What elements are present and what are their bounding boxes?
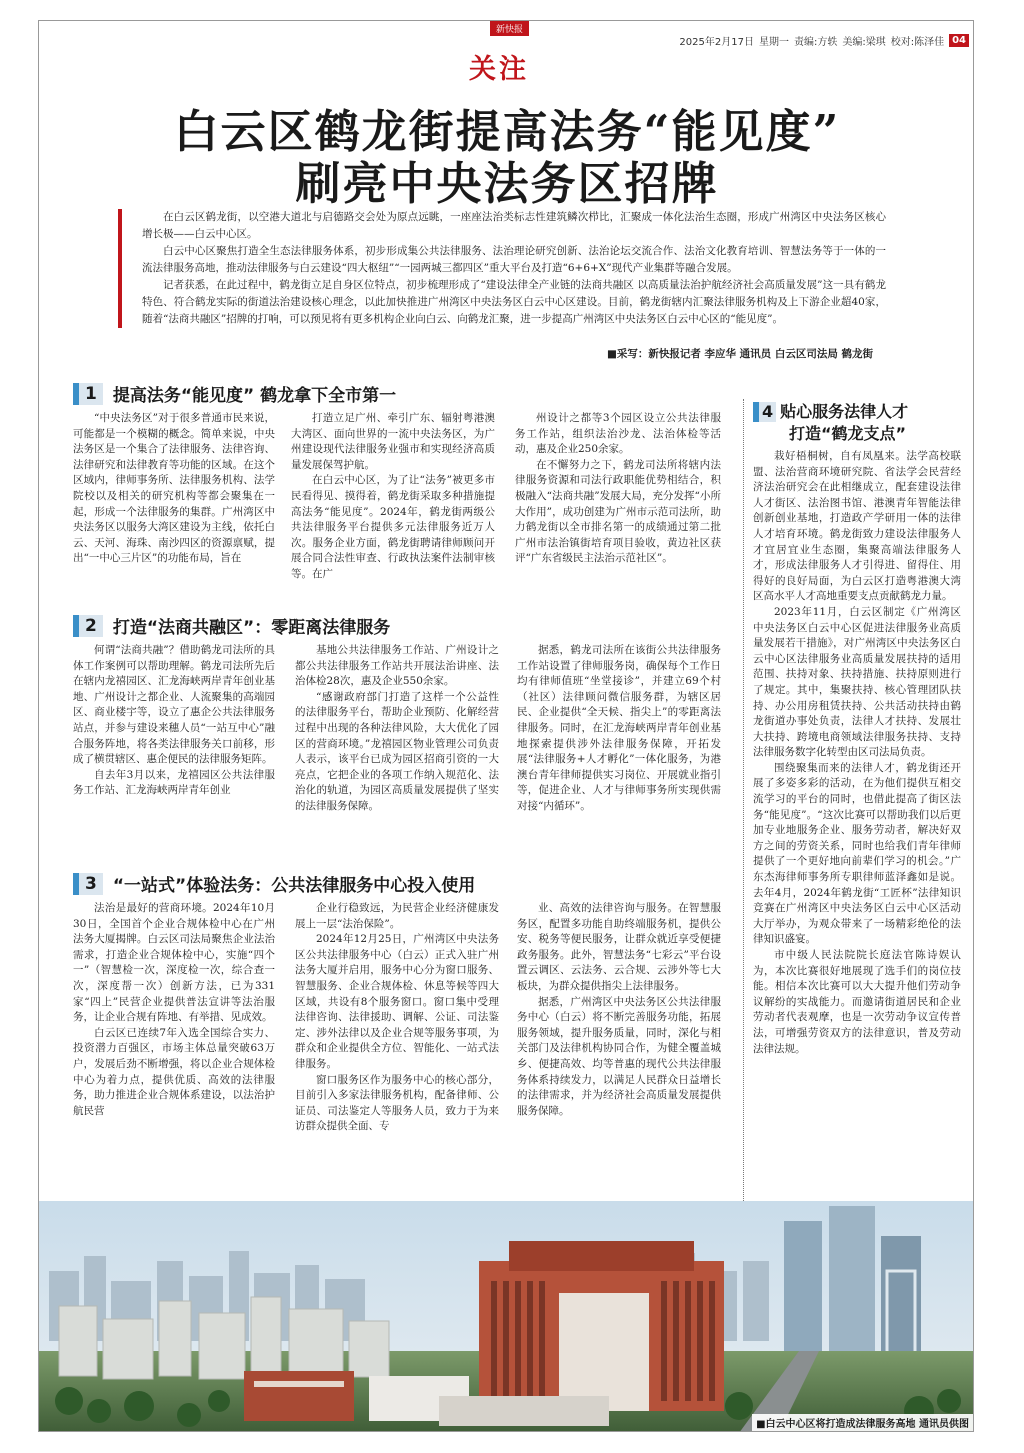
article-paragraph: 法治是最好的营商环境。2024年10月30日，全国首个企业合规体检中心在广州法务大厦揭牌。白云区司法局聚焦企业法治需求，打造企业合规体检中心，实施“四个一”（智慧检一次，深度检一次，综合查一次，深度帮一次）创新方法，已为331家“四上”民营企业提供普法宣讲等法治服务，让企业合规有阵地、有举措、见成效。 [73, 902, 275, 1024]
photo-caption: ■白云中心区将打造成法律服务高地 通讯员供图 [752, 1414, 973, 1431]
proofreader-credit: 校对:陈泽佳 [890, 37, 945, 48]
article-paragraph: 业、高效的法律咨询与服务。在智慧服务区，配置多功能自助终端服务机，提供公安、税务等便民服务，让群众就近享受便捷政务服务。此外，智慧法务“七彩云”平台设置云调区、云法务、云合规、云涉外等七大板块，为群众提供指尖上法律服务。 [517, 902, 721, 992]
issue-date: 2025年2月17日 [679, 37, 754, 48]
section-3-column-2 [295, 901, 499, 1201]
headline-line-2: 刷亮中央法务区招牌 [295, 157, 719, 210]
article-paragraph: 企业行稳致远，为民营企业经济健康发展上一层“法治保险”。 [295, 902, 499, 930]
newspaper-page [38, 20, 974, 1432]
lead-paragraph-2: 白云中心区聚焦打造全生态法律服务体系，初步形成集公共法律服务、法治理论研究创新、法治论坛交流合作、法治文化教育培训、智慧法务等于一体的一流法律服务高地，推动法律服务与白云建设“四大枢纽”“一园两城三都四区”重大平台及打造“6+6+X”现代产业集群等融合发展。 [142, 245, 886, 274]
article-paragraph: 何谓“法商共融”？借助鹤龙司法所的具体工作案例可以帮助理解。鹤龙司法所先后在辖内龙禧园区、汇龙海峡两岸青年创业基地、广州设计之都企业、人流聚集的高端园区、商业楼宇等，设立了惠企公共法律服务站点，并参与建设来穗人员“一站互中心”融合服务阵地，将各类法律服务关口前移，形成了横贯辖区、惠企便民的法律服务矩阵。 [73, 644, 275, 766]
cityscape-photo [39, 1201, 974, 1432]
article-paragraph: 据悉，鹤龙司法所在该街公共法律服务工作站设置了律师服务岗，确保每个工作日均有律师值班“坐堂接诊”，并建立69个村（社区）法律顾问微信服务群，为辖区居民、企业提供“全天候、指尖上”的零距离法律服务。同时，在汇龙海峡两岸青年创业基地探索提供涉外法律服务保障，开拓发展“法律服务+人才孵化”一体化服务，为港澳台青年律师提供实习岗位、开展就业指引等，促进企业、人才与律师事务所实现供需对接“内循环”。 [517, 644, 721, 812]
section-3-number: 3 [73, 873, 103, 895]
article-paragraph: 市中级人民法院院长庭法官陈诗娱认为，本次比赛很好地展现了选手们的岗位技能。相信本次比赛可以大大提升他们劳动争议解纷的实战能力。而邀请街道居民和企业劳动者代表观摩，也是一次劳动争议宣传普法，可增强劳资双方的法律意识，普及劳动法律法规。 [753, 949, 961, 1055]
article-paragraph: 据悉，广州湾区中央法务区公共法律服务中心（白云）将不断完善服务功能，拓展服务领域，提升服务质量，同时，深化与相关部门及法律机构协同合作，为健全覆盖城乡、便捷高效、均等普惠的现代公共法律服务体系持续发力，以满足人民群众日益增长的法律需求，并为经济社会高质量发展提供服务保障。 [517, 995, 721, 1117]
section-2-column-3 [517, 643, 721, 865]
article-paragraph: 基地公共法律服务工作站、广州设计之都公共法律服务工作站共开展法治讲座、法治体检28次，惠及企业550余家。 [295, 644, 499, 688]
section-1-column-2 [291, 411, 495, 607]
article-paragraph: 栽好梧桐树，自有凤凰来。法学高校联盟、法治营商环境研究院、省法学会民营经济法治研究会在此相继成立，配套建设法律人才街区、法治图书馆、港澳青年智能法律创新创业基地，打造政产学研用一体的法律人才培育环境。鹤龙街致力建设法律服务人才宜居宜业生态圈，集聚高端法律服务人才，形成法律服务人才引得进、留得住、用得好的良好局面，为白云区打造粤港澳大湾区高水平人才高地重要支点贡献鹤龙力量。 [753, 450, 961, 603]
article-paragraph: 打造立足广州、牵引广东、辐射粤港澳大湾区、面向世界的一流中央法务区，为广州建设现代法律服务业强市和实现经济高质量发展保驾护航。 [291, 412, 495, 471]
section-4-heading [753, 401, 959, 445]
article-paragraph: 在白云中心区，为了让“法务”被更多市民看得见、摸得着，鹤龙街采取多种措施提高法务“能见度”。2024年，鹤龙街两级公共法律服务平台提供多元法律服务近万人次。服务企业方面，鹤龙街聘请律师顾问开展合同合法性审查、行政执法案件法制审核等。在广 [291, 474, 495, 580]
column-divider [743, 399, 744, 1271]
page-number: 04 [949, 34, 969, 47]
section-3-column-1 [73, 901, 275, 1201]
section-4-column [753, 449, 961, 1279]
article-paragraph: 在不懈努力之下，鹤龙司法所将辖内法律服务资源和司法行政职能优势相结合，积极融入“法商共融”发展大局，充分发挥“小所大作用”，成功创建为广州市示范司法所，助力鹤龙街以全市排名第一的成绩通过第二批广州市法治镇街培育项目验收，黄边社区获评“广东省级民主法治示范社区”。 [515, 458, 721, 565]
section-1-number: 1 [73, 383, 103, 405]
section-3-title: “一站式”体验法务：公共法律服务中心投入使用 [112, 876, 476, 896]
section-2-column-2 [295, 643, 499, 865]
central-legal-district-photo [39, 1201, 974, 1432]
article-paragraph: 窗口服务区作为服务中心的核心部分，目前引入多家法律服务机构，配备律师、公证员、司法鉴定人等服务人员，致力于为来访群众提供全面、专 [295, 1073, 499, 1133]
section-1-title: 提高法务“能见度” 鹤龙拿下全市第一 [112, 386, 397, 406]
section-2-title: 打造“法商共融区”：零距离法律服务 [112, 618, 391, 638]
lead-paragraphs [118, 209, 892, 328]
article-text: “中央法务区”对于很多普通市民来说，可能都是一个模糊的概念。简单来说，中央法务区是一个集合了法律服务、法律咨询、法律研究和法律教育等功能的区域。在这个区域内，律师事务所、法律服务机构、法学院校以及相关的研究机构等都会聚集在一起，形成一个法律服务的集群。广州湾区中央法务区以服务大湾区建设为主线，依托白云、天河、海珠、南沙四区的资源禀赋，提出“一中心三片区”的功能布局，旨在 [73, 412, 275, 565]
byline: ■采写：新快报记者 李应华 通讯员 白云区司法局 鹤龙街 [606, 348, 873, 360]
section-1-heading [73, 381, 396, 406]
issue-weekday: 星期一 [758, 37, 789, 48]
newspaper-logo: 新快报 [490, 21, 529, 36]
article-paragraph: 2024年12月25日，广州湾区中央法务区公共法律服务中心（白云）正式入驻广州法务大厦并启用，服务中心分为窗口服务、智慧服务、企业合规体检、休息等候等四大区域，共设有8个服务窗口。窗口集中受理法律咨询、法律援助、调解、公证、司法鉴定、涉外法律以及企业合规等服务事项，为群众和企业提供全方位、智能化、一站式法律服务。 [295, 933, 499, 1070]
lead-paragraph-1: 在白云区鹤龙街，以空港大道北与启德路交会处为原点远眺，一座座法治类标志性建筑鳞次栉比，汇聚成一体化法治生态圈，形成广州湾区中央法务区核心增长极——白云中心区。 [142, 211, 886, 240]
article-paragraph: 自去年3月以来，龙禧园区公共法律服务工作站、汇龙海峡两岸青年创业 [73, 768, 275, 797]
article-paragraph: “感谢政府部门打造了这样一个公益性的法律服务平台，帮助企业预防、化解经营过程中出现的各种法律风险，大大优化了园区的营商环境。”龙禧园区物业管理公司负责人表示，该平台已成为园区招商引资的一大亮点，它把企业的各项工作纳入规范化、法治化的轨道，为园区高质量发展提供了坚实的法律服务保障。 [295, 690, 499, 812]
section-4-number: 4 [753, 402, 776, 422]
section-1-column-3 [515, 411, 721, 607]
section-name: 关注 [469, 54, 529, 85]
headline-line-1: 白云区鹤龙街提高法务“能见度” [173, 105, 841, 158]
editor-credit: 责编:方轶 [793, 37, 838, 48]
article-paragraph: 白云区已连续7年入选全国综合实力、投资潜力百强区，市场主体总量突破63万户，发展后劲不断增强，将以企业合规体检中心为着力点，提供优质、高效的法律服务，助力推进企业合规体系建设，以法治护航民营 [73, 1026, 275, 1117]
section-1-column-1 [73, 411, 275, 607]
section-2-heading [73, 613, 390, 638]
section-2-column-1 [73, 643, 275, 865]
section-2-number: 2 [73, 615, 103, 637]
article-paragraph: 围绕聚集而来的法律人才，鹤龙街还开展了多姿多彩的活动，在为他们提供互相交流学习的平台的同时，也借此提高了街区法务“能见度”。“这次比赛可以帮助我们以后更加专业地服务企业、服务劳动者，解决好双方之间的劳资关系，同时也给我们青年律师提供了一个更好地向前辈们学习的机会。”广东杰海律师事务所专职律师蓝泽鑫如是说。去年4月，2024年鹤龙街“工匠杯”法律知识竞赛在广州湾区中央法务区白云中心区活动大厅举办，为观众带来了一场精彩绝伦的法律知识盛宴。 [753, 761, 961, 946]
lead-paragraph-3: 记者获悉，在此过程中，鹤龙街立足自身区位特点，初步梳理形成了“建设法律全产业链的法商共融区 以高质量法治护航经济社会高质量发展”这一具有鹤龙特色、符合鹤龙实际的街道法治建设核心理念，以此加快推进广州湾区中央法务区白云中心区建设。目前，鹤龙街辖内汇聚法律服务机构及上下游企业超40家，随着“法商共融区”招牌的打响，可以预见将有更多机构企业向白云、向鹤龙汇聚，进一步提高广州湾区中央法务区白云中心区的“能见度”。 [142, 279, 886, 325]
section-4-title-line-1: 贴心服务法律人才 [780, 402, 909, 421]
section-3-heading [73, 871, 475, 896]
page-header-meta [679, 33, 969, 48]
section-4-title-line-2: 打造“鹤龙支点” [789, 424, 907, 443]
article-paragraph: 州设计之都等3个园区设立公共法律服务工作站，组织法治沙龙、法治体检等活动，惠及企业250余家。 [515, 412, 721, 456]
designer-credit: 美编:梁琪 [842, 37, 886, 48]
article-paragraph: 2023年11月，白云区制定《广州湾区中央法务区白云中心区促进法律服务业高质量发展若干措施》，对广州湾区中央法务区白云中心区法律服务业高质量发展扶持的适用范围、扶持对象、扶持措施、扶持原则进行了规定。其中，集聚扶持、核心管理团队扶持、办公用房租赁扶持、公共活动扶持由鹤龙街道办事处负责，法律人才扶持、发展壮大扶持、跨境电商领域法律服务扶持、支持法律服务数字化转型由区司法局负责。 [753, 605, 961, 759]
section-3-column-3 [517, 901, 721, 1201]
